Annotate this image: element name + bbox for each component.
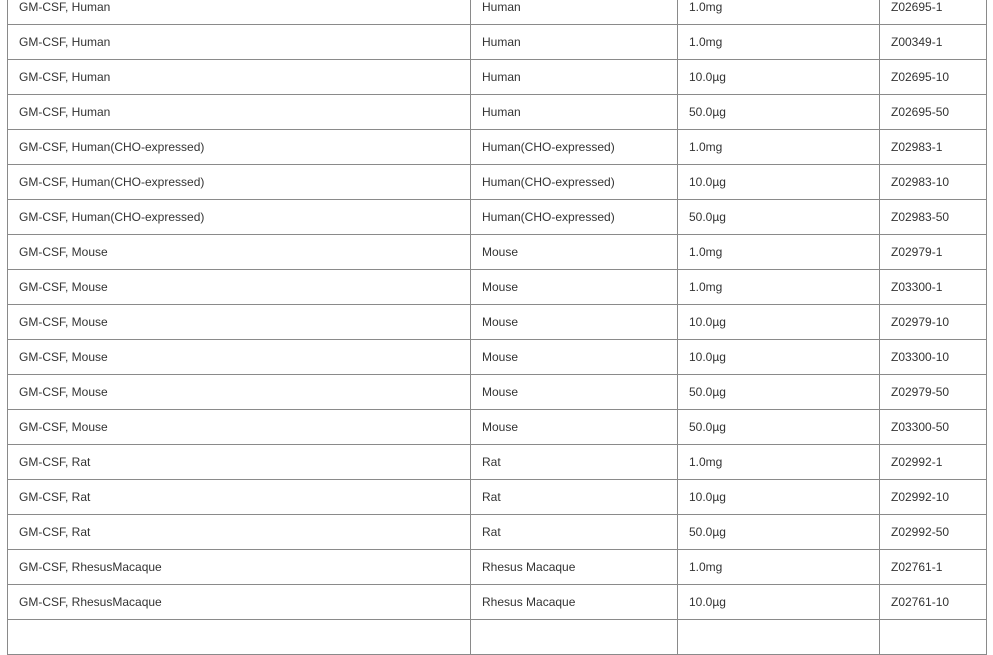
table-row bbox=[8, 25, 987, 60]
product-table-body bbox=[8, 0, 987, 655]
size-cell: 10.0µg bbox=[678, 480, 880, 515]
catalog-number-cell: Z02979-10 bbox=[880, 305, 987, 340]
size-cell: 10.0µg bbox=[678, 585, 880, 620]
species-cell: Human(CHO-expressed) bbox=[471, 165, 678, 200]
table-row bbox=[8, 305, 987, 340]
species-cell: Mouse bbox=[471, 340, 678, 375]
species-cell: Mouse bbox=[471, 235, 678, 270]
species-cell: Human bbox=[471, 25, 678, 60]
catalog-number-cell: Z00349-1 bbox=[880, 25, 987, 60]
species-cell: Human(CHO-expressed) bbox=[471, 130, 678, 165]
product-table-container bbox=[7, 0, 986, 655]
table-row bbox=[8, 585, 987, 620]
size-cell: 1.0mg bbox=[678, 130, 880, 165]
product-name-cell: GM-CSF, RhesusMacaque bbox=[8, 585, 471, 620]
species-cell: Human bbox=[471, 0, 678, 25]
species-cell: Human bbox=[471, 60, 678, 95]
catalog-number-cell: Z02761-10 bbox=[880, 585, 987, 620]
species-cell: Human(CHO-expressed) bbox=[471, 200, 678, 235]
species-cell: Mouse bbox=[471, 410, 678, 445]
species-cell bbox=[471, 620, 678, 655]
table-row bbox=[8, 620, 987, 655]
size-cell: 50.0µg bbox=[678, 95, 880, 130]
table-row bbox=[8, 445, 987, 480]
catalog-number-cell: Z02992-10 bbox=[880, 480, 987, 515]
species-cell: Mouse bbox=[471, 375, 678, 410]
species-cell: Mouse bbox=[471, 305, 678, 340]
catalog-number-cell: Z02983-10 bbox=[880, 165, 987, 200]
product-name-cell: GM-CSF, Mouse bbox=[8, 410, 471, 445]
catalog-number-cell: Z02695-1 bbox=[880, 0, 987, 25]
product-name-cell: GM-CSF, Mouse bbox=[8, 305, 471, 340]
catalog-number-cell: Z02761-1 bbox=[880, 550, 987, 585]
species-cell: Rhesus Macaque bbox=[471, 550, 678, 585]
product-name-cell: GM-CSF, Human(CHO-expressed) bbox=[8, 200, 471, 235]
size-cell: 1.0mg bbox=[678, 550, 880, 585]
product-name-cell bbox=[8, 620, 471, 655]
catalog-number-cell: Z02992-1 bbox=[880, 445, 987, 480]
product-name-cell: GM-CSF, Mouse bbox=[8, 340, 471, 375]
size-cell: 50.0µg bbox=[678, 375, 880, 410]
size-cell: 50.0µg bbox=[678, 200, 880, 235]
size-cell: 1.0mg bbox=[678, 270, 880, 305]
product-name-cell: GM-CSF, Mouse bbox=[8, 235, 471, 270]
species-cell: Rat bbox=[471, 515, 678, 550]
product-name-cell: GM-CSF, Human bbox=[8, 60, 471, 95]
catalog-number-cell: Z02983-1 bbox=[880, 130, 987, 165]
size-cell: 10.0µg bbox=[678, 340, 880, 375]
species-cell: Rat bbox=[471, 480, 678, 515]
size-cell: 1.0mg bbox=[678, 25, 880, 60]
table-row bbox=[8, 130, 987, 165]
catalog-number-cell: Z03300-1 bbox=[880, 270, 987, 305]
table-row bbox=[8, 375, 987, 410]
table-row bbox=[8, 480, 987, 515]
table-row bbox=[8, 235, 987, 270]
table-row bbox=[8, 515, 987, 550]
size-cell: 1.0mg bbox=[678, 445, 880, 480]
catalog-number-cell: Z02983-50 bbox=[880, 200, 987, 235]
size-cell: 10.0µg bbox=[678, 305, 880, 340]
product-name-cell: GM-CSF, Human(CHO-expressed) bbox=[8, 165, 471, 200]
product-name-cell: GM-CSF, Human bbox=[8, 25, 471, 60]
product-name-cell: GM-CSF, Mouse bbox=[8, 375, 471, 410]
catalog-number-cell: Z03300-50 bbox=[880, 410, 987, 445]
product-name-cell: GM-CSF, RhesusMacaque bbox=[8, 550, 471, 585]
size-cell: 1.0mg bbox=[678, 0, 880, 25]
product-name-cell: GM-CSF, Human(CHO-expressed) bbox=[8, 130, 471, 165]
table-row bbox=[8, 95, 987, 130]
table-row bbox=[8, 0, 987, 25]
product-name-cell: GM-CSF, Rat bbox=[8, 445, 471, 480]
size-cell: 50.0µg bbox=[678, 410, 880, 445]
table-row bbox=[8, 270, 987, 305]
table-row bbox=[8, 410, 987, 445]
table-row bbox=[8, 340, 987, 375]
size-cell: 50.0µg bbox=[678, 515, 880, 550]
table-row bbox=[8, 200, 987, 235]
catalog-number-cell: Z02695-50 bbox=[880, 95, 987, 130]
catalog-number-cell bbox=[880, 620, 987, 655]
product-name-cell: GM-CSF, Rat bbox=[8, 515, 471, 550]
size-cell: 10.0µg bbox=[678, 165, 880, 200]
table-row bbox=[8, 550, 987, 585]
species-cell: Rhesus Macaque bbox=[471, 585, 678, 620]
table-row bbox=[8, 165, 987, 200]
product-name-cell: GM-CSF, Human bbox=[8, 95, 471, 130]
table-row bbox=[8, 60, 987, 95]
species-cell: Mouse bbox=[471, 270, 678, 305]
species-cell: Rat bbox=[471, 445, 678, 480]
species-cell: Human bbox=[471, 95, 678, 130]
product-name-cell: GM-CSF, Mouse bbox=[8, 270, 471, 305]
catalog-number-cell: Z03300-10 bbox=[880, 340, 987, 375]
product-table bbox=[7, 0, 987, 655]
product-name-cell: GM-CSF, Human bbox=[8, 0, 471, 25]
catalog-number-cell: Z02979-1 bbox=[880, 235, 987, 270]
catalog-number-cell: Z02695-10 bbox=[880, 60, 987, 95]
size-cell: 1.0mg bbox=[678, 235, 880, 270]
size-cell bbox=[678, 620, 880, 655]
size-cell: 10.0µg bbox=[678, 60, 880, 95]
product-name-cell: GM-CSF, Rat bbox=[8, 480, 471, 515]
catalog-number-cell: Z02992-50 bbox=[880, 515, 987, 550]
catalog-number-cell: Z02979-50 bbox=[880, 375, 987, 410]
